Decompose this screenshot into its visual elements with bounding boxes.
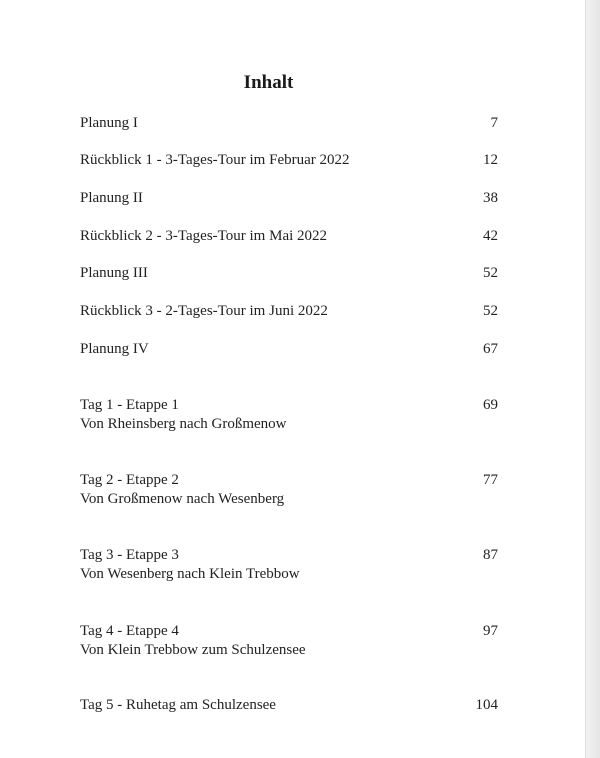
toc-entry	[80, 114, 498, 133]
toc-entry	[80, 396, 498, 434]
toc-entry-label: Planung III	[80, 265, 148, 281]
toc-entry-label: Rückblick 3 - 2-Tages-Tour im Juni 2022	[80, 303, 328, 319]
toc-entry-page: 52	[483, 265, 498, 281]
toc-entry-label: Tag 3 - Etappe 3	[80, 547, 179, 563]
toc-entry	[80, 546, 498, 584]
page-title: Inhalt	[243, 72, 294, 93]
toc-entry-page: 42	[483, 228, 498, 244]
toc-entry-page: 38	[483, 190, 498, 206]
page-edge	[585, 0, 600, 758]
toc-entry-label: Tag 2 - Etappe 2	[80, 472, 179, 488]
toc-entry	[80, 189, 498, 208]
toc-entry	[80, 696, 498, 715]
toc-entry	[80, 471, 498, 509]
toc-entry-page: 77	[483, 472, 498, 488]
toc-entry-subtitle: Von Rheinsberg nach Großmenow	[80, 416, 287, 432]
toc-entry-label: Tag 5 - Ruhetag am Schulzensee	[80, 697, 276, 713]
toc-entry-label: Planung I	[80, 115, 138, 131]
toc-entry-page: 52	[483, 303, 498, 319]
toc-entry-label: Rückblick 2 - 3-Tages-Tour im Mai 2022	[80, 228, 328, 244]
toc-entry-page: 87	[483, 547, 498, 563]
toc-entry-subtitle: Von Klein Trebbow zum Schulzensee	[80, 642, 306, 658]
toc-entry	[80, 151, 498, 170]
toc-entry-subtitle: Von Großmenow nach Wesenberg	[80, 491, 285, 507]
toc-entry	[80, 340, 498, 359]
toc-entry-subtitle: Von Wesenberg nach Klein Trebbow	[80, 566, 300, 582]
toc-entry	[80, 264, 498, 283]
toc-entry-label: Rückblick 1 - 3-Tages-Tour im Februar 2022	[80, 152, 350, 168]
toc-entry-page: 97	[483, 623, 498, 639]
toc-entry-label: Tag 4 - Etappe 4	[80, 623, 179, 639]
toc-entry	[80, 622, 498, 660]
toc-entry	[80, 302, 498, 321]
toc-entry-page: 12	[483, 152, 498, 168]
toc-entry-label: Planung IV	[80, 341, 149, 357]
toc-entry-page: 67	[483, 341, 498, 357]
toc-entry	[80, 227, 498, 246]
toc-entry-page: 69	[483, 397, 498, 413]
toc-entry-label: Tag 1 - Etappe 1	[80, 397, 179, 413]
toc-entry-page: 104	[475, 697, 498, 713]
toc-entry-page: 7	[490, 115, 498, 131]
toc-entry-label: Planung II	[80, 190, 143, 206]
